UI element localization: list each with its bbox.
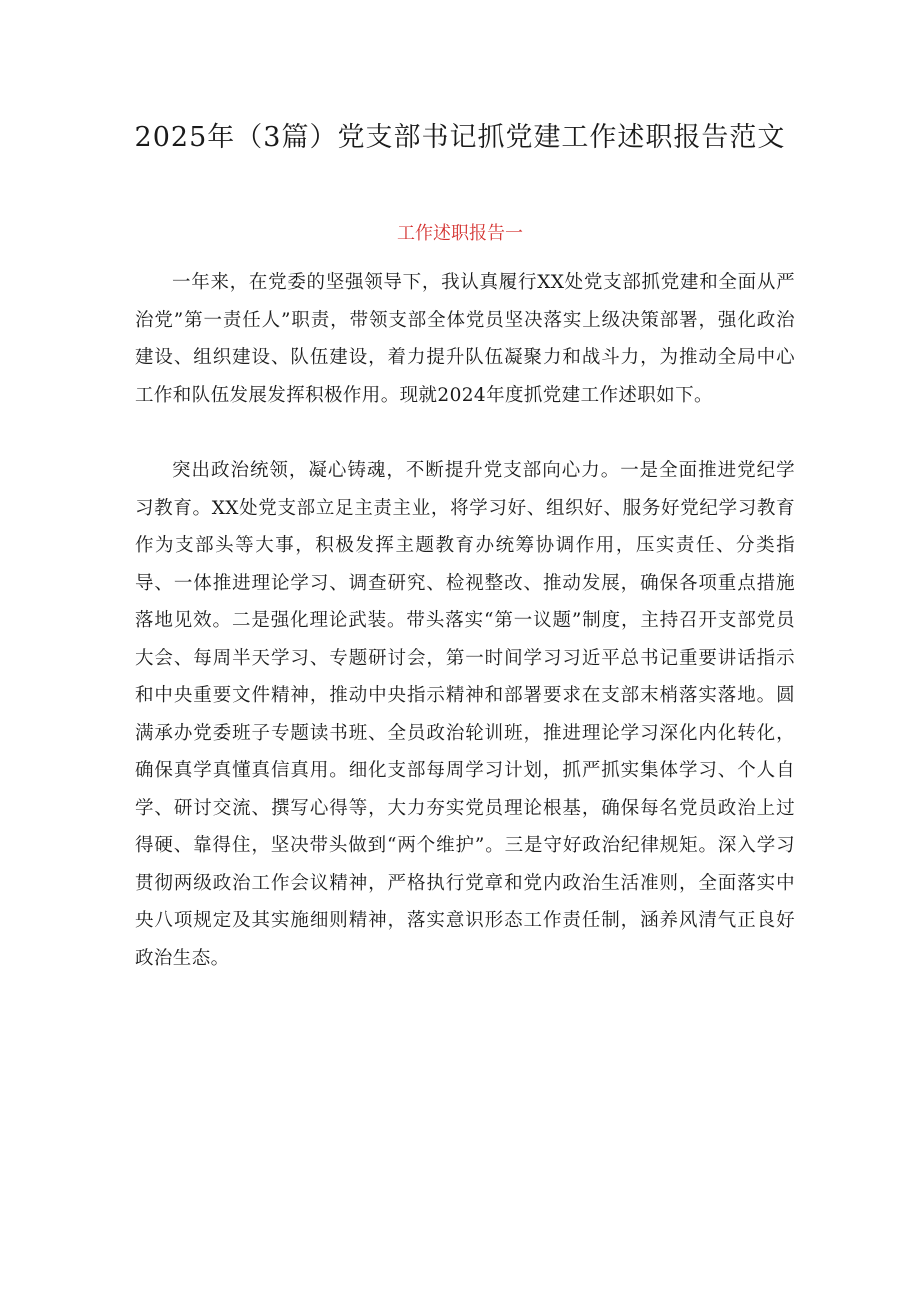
paragraph-intro: 一年来，在党委的坚强领导下，我认真履行XX处党支部抓党建和全面从严治党”第一责任人”职责，带领支部全体党员坚决落实上级决策部署，强化政治建设、组织建设、队伍建设，着力提升队伍凝聚力和战斗力，为推动全局中心工作和队伍发展发挥积极作用。现就2024年度抓党建工作述职如下。: [135, 272, 795, 406]
document-body: [135, 264, 795, 977]
document-title: 2025年（3篇）党支部书记抓党建工作述职报告范文: [134, 122, 786, 153]
paragraph-political-leadership: 突出政治统领，凝心铸魂，不断提升党支部向心力。一是全面推进党纪学习教育。XX处党支部立足主责主业，将学习好、组织好、服务好党纪学习教育作为支部头等大事，积极发挥主题教育办统筹协调作用，压实责任、分类指导、一体推进理论学习、调查研究、检视整改、推动发展，确保各项重点措施落地见效。二是强化理论武装。带头落实“第一议题”制度，主持召开支部党员大会、每周半天学习、专题研讨会，第一时间学习习近平总书记重要讲话指示和中央重要文件精神，推动中央指示精神和部署要求在支部末梢落实落地。圆满承办党委班子专题读书班、全员政治轮训班，推进理论学习深化内化转化，确保真学真懂真信真用。细化支部每周学习计划，抓严抓实集体学习、个人自学、研讨交流、撰写心得等，大力夯实党员理论根基，确保每名党员政治上过得硬、靠得住，坚决带头做到“两个维护”。三是守好政治纪律规矩。深入学习贯彻两级政治工作会议精神，严格执行党章和党内政治生活准则，全面落实中央八项规定及其实施细则精神，落实意识形态工作责任制，涵养风清气正良好政治生态。: [135, 460, 795, 969]
section-heading: 工作述职报告一: [397, 223, 523, 244]
